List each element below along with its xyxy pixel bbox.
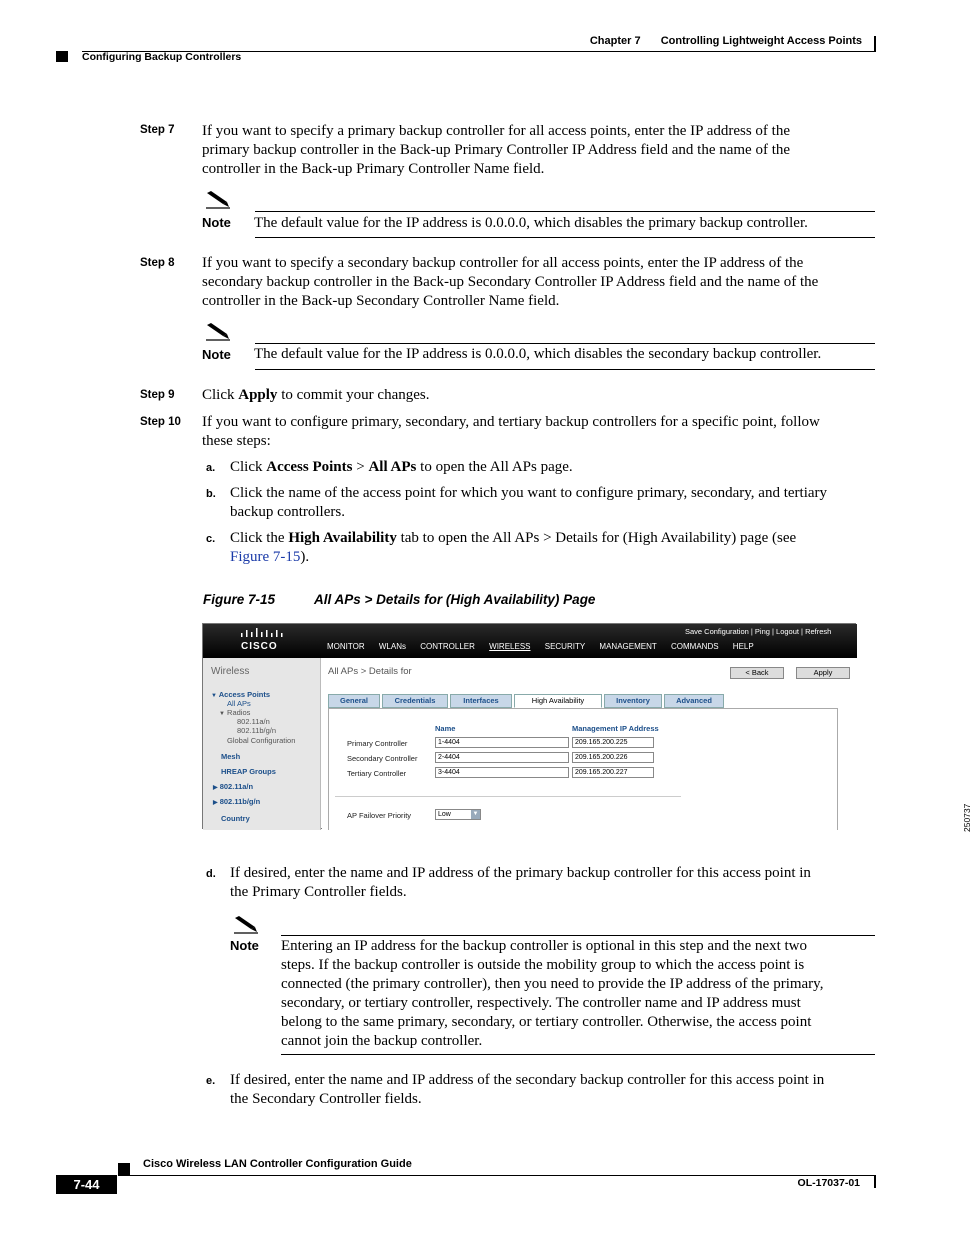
high-availability-panel (328, 708, 838, 830)
sidebar-item-radio-a[interactable]: 802.11a/n (237, 717, 270, 726)
sidebar-item-80211bgn[interactable] (213, 797, 260, 806)
substep-c-label: c. (206, 533, 216, 545)
sidebar-item-hreap[interactable]: HREAP Groups (221, 767, 276, 776)
note-text: The default value for the IP address is 0.0.0.0, which disables the secondary backup controller. (254, 346, 822, 362)
substep-a-text (230, 458, 573, 477)
note-line: cannot join the backup controller. (281, 1033, 483, 1049)
sidebar-item-label: 802.11b/g/n (219, 797, 261, 806)
footer-guide-title: Cisco Wireless LAN Controller Configuration Guide (143, 1158, 412, 1170)
step-9-bold: Apply (238, 387, 278, 403)
note-line: secondary, or tertiary controller, respectively. The controller name and IP address must (281, 995, 801, 1011)
column-header-ip: Management IP Address (572, 724, 659, 733)
sidebar-item-country[interactable]: Country (221, 814, 250, 823)
substep-e-text (230, 1071, 880, 1109)
tertiary-controller-label: Tertiary Controller (347, 769, 407, 778)
footer-bar (874, 1176, 876, 1188)
note-line: belong to the same primary, secondary, or tertiary controller. Otherwise, the access point (281, 1014, 812, 1030)
back-button[interactable]: < Back (730, 667, 784, 679)
step-9-pre: Click (202, 387, 239, 403)
substep-c-post: tab to open the All APs > Details for (High Availability) page (see (396, 530, 797, 546)
step-10-text (202, 413, 882, 451)
substep-c-bold: High Availability (288, 530, 397, 546)
note-line: connected (the primary controller), then you need to provide the IP address of the primary, (281, 976, 824, 992)
sidebar-item-radios[interactable] (219, 708, 250, 717)
step-7-label: Step 7 (140, 124, 175, 136)
substep-e-label: e. (206, 1075, 216, 1087)
chapter-title: Controlling Lightweight Access Points (660, 35, 862, 47)
note-rule-bottom (255, 237, 875, 238)
note-label: Note (202, 215, 231, 230)
note-rule-bottom (255, 369, 875, 370)
tertiary-ip-field[interactable]: 209.165.200.227 (572, 767, 654, 778)
substep-a-label: a. (206, 462, 216, 474)
panel-divider (335, 796, 681, 797)
sidebar-item-all-aps[interactable]: All APs (227, 699, 251, 708)
substep-a-pre: Click (230, 459, 267, 475)
sidebar-title: Wireless (211, 666, 250, 677)
brand-name: CISCO (241, 641, 278, 652)
header-marker (56, 51, 68, 62)
sidebar (203, 658, 321, 830)
header-bar (874, 36, 876, 51)
secondary-name-field[interactable]: 2-4404 (435, 752, 569, 763)
substep-e-line: the Secondary Controller fields. (230, 1091, 422, 1107)
note-text (281, 937, 881, 1051)
triangle-down-icon: ▼ (219, 711, 225, 717)
triangle-right-icon: ▶ (213, 785, 218, 791)
tab-inventory[interactable]: Inventory (604, 694, 662, 708)
substep-b-label: b. (206, 488, 216, 500)
sidebar-item-access-points[interactable] (211, 690, 270, 699)
step-9-post: to commit your changes. (277, 387, 430, 403)
note-text: The default value for the IP address is 0.0.0.0, which disables the primary backup controller. (254, 215, 808, 231)
chapter-number: Chapter 7 (589, 35, 641, 47)
note-pencil-icon (204, 321, 232, 341)
failover-priority-select[interactable] (435, 809, 481, 820)
sidebar-item-mesh[interactable]: Mesh (221, 752, 241, 761)
step-9-text (202, 386, 430, 405)
note-pencil-icon (204, 189, 232, 209)
substep-b-text (230, 484, 880, 522)
cisco-logo-icon (239, 628, 285, 638)
menu-commands[interactable]: COMMANDS (671, 642, 719, 651)
triangle-right-icon: ▶ (213, 800, 218, 806)
tertiary-name-field[interactable]: 3-4404 (435, 767, 569, 778)
sidebar-item-global[interactable]: Global Configuration (227, 736, 296, 745)
secondary-controller-label: Secondary Controller (347, 754, 418, 763)
figure-number: Figure 7-15 (203, 592, 276, 607)
menu-help[interactable]: HELP (732, 642, 754, 651)
tab-interfaces[interactable]: Interfaces (450, 694, 512, 708)
substep-c-tail: ). (300, 549, 310, 565)
note-rule-top (255, 343, 875, 344)
section-title: Configuring Backup Controllers (82, 51, 242, 63)
chevron-down-icon: ▼ (472, 811, 479, 817)
note-rule-top (281, 935, 875, 936)
footer-marker (118, 1163, 130, 1175)
figure-link[interactable]: Figure 7-15 (230, 549, 301, 565)
step-10-label: Step 10 (140, 416, 181, 428)
main-content (322, 658, 972, 832)
tab-credentials[interactable]: Credentials (382, 694, 448, 708)
figure-caption (203, 592, 596, 607)
step-8-line: secondary backup controller in the Back-up Secondary Controller IP Address field and the name of the (202, 274, 819, 290)
note-label: Note (202, 347, 231, 362)
triangle-down-icon: ▼ (211, 693, 217, 699)
step-7-text (202, 122, 882, 179)
substep-d-text (230, 864, 880, 902)
menu-wireless[interactable]: WIRELESS (489, 642, 531, 651)
primary-name-field[interactable]: 1-4404 (435, 737, 569, 748)
failover-priority-value: Low (438, 811, 451, 818)
page-number: 7-44 (56, 1175, 117, 1194)
sidebar-item-label: Radios (227, 708, 251, 717)
menu-controller[interactable]: CONTROLLER (420, 642, 475, 651)
note-label: Note (230, 938, 259, 953)
menu-monitor[interactable]: MONITOR (327, 642, 365, 651)
figure-title: All APs > Details for (High Availability) Page (314, 592, 596, 607)
step-8-text (202, 254, 882, 311)
substep-b-line: Click the name of the access point for which you want to configure primary, secondary, and tertiary (230, 485, 828, 501)
substep-d-line: the Primary Controller fields. (230, 884, 407, 900)
note-pencil-icon (232, 914, 260, 934)
tab-high-availability[interactable]: High Availability (514, 694, 602, 708)
sidebar-item-radio-bg[interactable]: 802.11b/g/n (237, 726, 277, 735)
note-line: Entering an IP address for the backup controller is optional in this step and the next two (281, 938, 807, 954)
primary-ip-field[interactable]: 209.165.200.225 (572, 737, 654, 748)
substep-a-post: to open the All APs page. (416, 459, 573, 475)
substep-a-bold: Access Points (266, 459, 353, 475)
sidebar-item-label: Access Points (218, 690, 271, 699)
tab-general[interactable]: General (328, 694, 380, 708)
substep-a-mid: > (352, 459, 369, 475)
substep-a-bold: All APs (368, 459, 417, 475)
step-10-line: these steps: (202, 433, 271, 449)
step-7-line: If you want to specify a primary backup controller for all access points, enter the IP address of the (202, 123, 790, 139)
step-10-line: If you want to configure primary, secondary, and tertiary backup controllers for a specific point, follow (202, 414, 820, 430)
note-rule-top (255, 211, 875, 212)
document-code: OL-17037-01 (797, 1177, 860, 1189)
substep-c-text (230, 529, 880, 567)
note-line: steps. If the backup controller is outside the mobility group to which the access point is (281, 957, 805, 973)
page-title: All APs > Details for (328, 666, 412, 677)
menu-management[interactable]: MANAGEMENT (599, 642, 657, 651)
screenshot-topbar (203, 624, 857, 658)
figure-screenshot (202, 623, 972, 832)
step-8-line: If you want to specify a secondary backup controller for all access points, enter the IP address of the (202, 255, 804, 271)
substep-b-line: backup controllers. (230, 504, 345, 520)
step-9-label: Step 9 (140, 389, 175, 401)
menu-security[interactable]: SECURITY (544, 642, 586, 651)
secondary-ip-field[interactable]: 209.165.200.226 (572, 752, 654, 763)
menu-wlans[interactable]: WLANs (378, 642, 406, 651)
primary-controller-label: Primary Controller (347, 739, 408, 748)
substep-c-pre: Click the (230, 530, 289, 546)
footer-rule (118, 1175, 876, 1176)
note-rule-bottom (281, 1054, 875, 1055)
figure-id: 250737 (962, 803, 972, 832)
step-7-line: controller in the Back-up Primary Controller Name field. (202, 161, 545, 177)
column-header-name: Name (435, 724, 456, 733)
step-8-label: Step 8 (140, 257, 175, 269)
substep-d-label: d. (206, 868, 216, 880)
substep-d-line: If desired, enter the name and IP address of the primary backup controller for this access point in (230, 865, 811, 881)
sidebar-item-label: 802.11a/n (219, 782, 254, 791)
top-links[interactable]: Save Configuration | Ping | Logout | Refresh (685, 627, 832, 636)
failover-priority-label: AP Failover Priority (347, 811, 412, 820)
main-menu (327, 642, 766, 651)
substep-e-line: If desired, enter the name and IP address of the secondary backup controller for this access point in (230, 1072, 825, 1088)
step-8-line: controller in the Back-up Secondary Controller Name field. (202, 293, 560, 309)
tab-advanced[interactable]: Advanced (664, 694, 724, 708)
step-7-line: primary backup controller in the Back-up Primary Controller IP Address field and the name of the (202, 142, 791, 158)
header-chapter (560, 35, 862, 47)
sidebar-item-80211an[interactable] (213, 782, 253, 791)
apply-button[interactable]: Apply (796, 667, 850, 679)
